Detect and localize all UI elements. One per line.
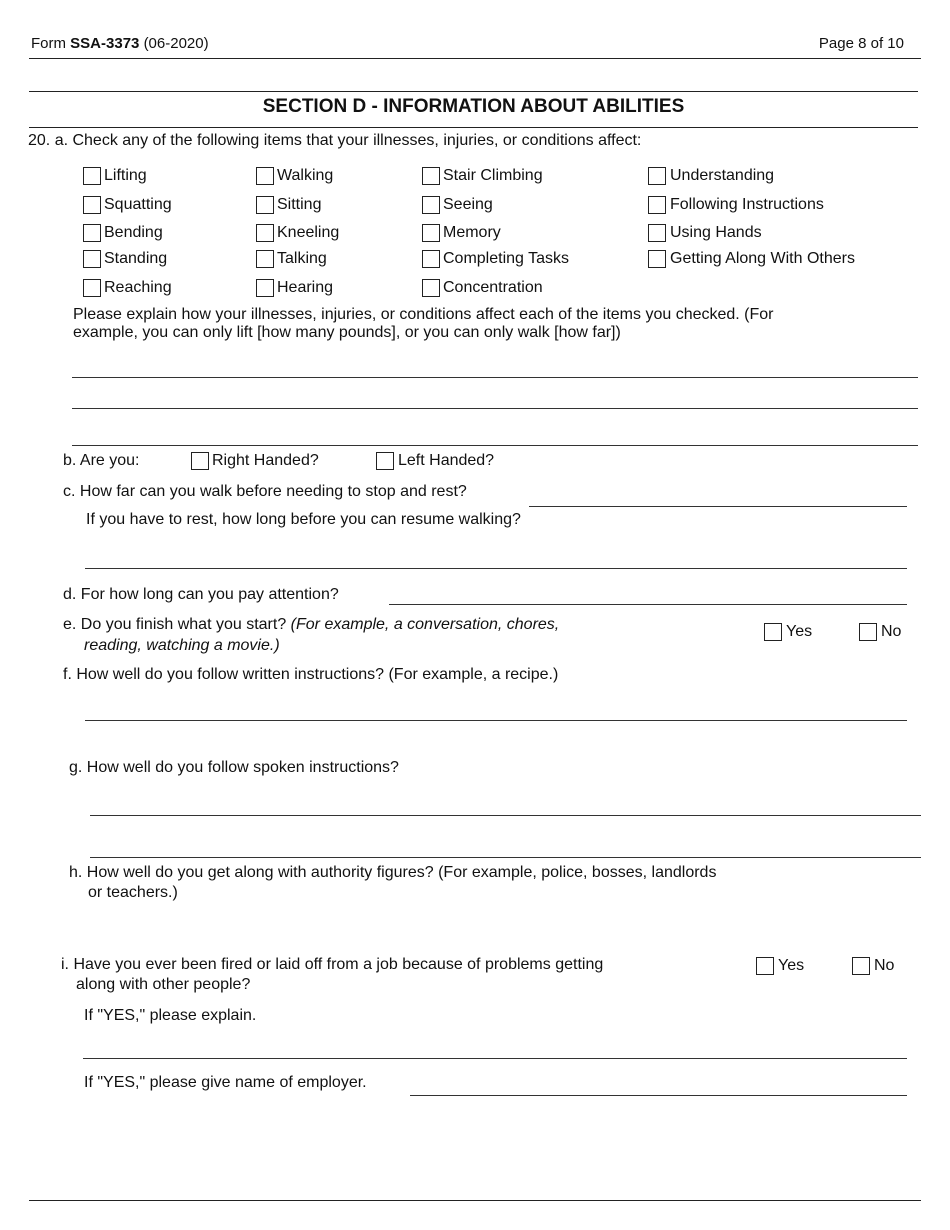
checkbox-finish-yes[interactable] <box>764 623 782 641</box>
question-d: d. For how long can you pay attention? <box>63 586 339 603</box>
label-right-handed: Right Handed? <box>212 452 319 469</box>
employer-name-label: If "YES," please give name of employer. <box>84 1074 367 1091</box>
checkbox-fired-no[interactable] <box>852 957 870 975</box>
checkbox-sitting[interactable] <box>256 196 274 214</box>
section-top-rule <box>29 91 918 92</box>
form-date: (06-2020) <box>143 35 209 52</box>
section-title: SECTION D - INFORMATION ABOUT ABILITIES <box>262 96 685 117</box>
label-kneeling: Kneeling <box>277 224 340 241</box>
checkbox-completing-tasks[interactable] <box>422 250 440 268</box>
footer-rule <box>29 1200 921 1201</box>
label-reaching: Reaching <box>104 279 172 296</box>
explain-instructions-line1: Please explain how your illnesses, injuries, or conditions affect each of the items you checked. (For <box>73 306 774 323</box>
checkbox-understanding[interactable] <box>648 167 666 185</box>
form-id: Form SSA-3373 (06-2020) <box>31 35 209 52</box>
label-talking: Talking <box>277 250 327 267</box>
label-fired-no: No <box>874 957 895 974</box>
label-following-instructions: Following Instructions <box>670 196 824 213</box>
question-c-sub: If you have to rest, how long before you can resume walking? <box>86 511 521 528</box>
label-using-hands: Using Hands <box>670 224 762 241</box>
checkbox-finish-no[interactable] <box>859 623 877 641</box>
header-rule <box>29 58 921 59</box>
question-g: g. How well do you follow spoken instructions? <box>69 759 399 776</box>
checkbox-using-hands[interactable] <box>648 224 666 242</box>
question-h-line1: h. How well do you get along with authority figures? (For example, police, bosses, landlords <box>69 864 717 881</box>
question-e-line2: reading, watching a movie.) <box>84 637 280 654</box>
label-understanding: Understanding <box>670 167 775 184</box>
question-c: c. How far can you walk before needing to stop and rest? <box>63 483 467 500</box>
rest-duration-input[interactable] <box>85 568 907 569</box>
question-e-line1: e. Do you finish what you start? (For example, a conversation, chores, <box>63 616 560 633</box>
label-walking: Walking <box>277 167 334 184</box>
checkbox-walking[interactable] <box>256 167 274 185</box>
question-b: b. Are you: <box>63 452 140 469</box>
page-number: Page 8 of 10 <box>818 35 904 52</box>
label-seeing: Seeing <box>443 196 493 213</box>
checkbox-concentration[interactable] <box>422 279 440 297</box>
label-sitting: Sitting <box>277 196 322 213</box>
checkbox-right-handed[interactable] <box>191 452 209 470</box>
question-20a: 20. a. Check any of the following items that your illnesses, injuries, or conditions affect: <box>28 132 642 149</box>
walk-distance-input[interactable] <box>529 506 907 507</box>
checkbox-following-instructions[interactable] <box>648 196 666 214</box>
label-bending: Bending <box>104 224 163 241</box>
checkbox-standing[interactable] <box>83 250 101 268</box>
spoken-instructions-answer-2[interactable] <box>90 857 921 858</box>
checkbox-bending[interactable] <box>83 224 101 242</box>
checkbox-fired-yes[interactable] <box>756 957 774 975</box>
checkbox-lifting[interactable] <box>83 167 101 185</box>
label-lifting: Lifting <box>104 167 147 184</box>
label-squatting: Squatting <box>104 196 172 213</box>
explain-answer-line-1[interactable] <box>72 377 918 378</box>
question-e-example: (For example, a conversation, chores, <box>290 616 560 633</box>
question-i-line2: along with other people? <box>76 976 251 993</box>
checkbox-hearing[interactable] <box>256 279 274 297</box>
label-standing: Standing <box>104 250 168 267</box>
fired-explain-label: If "YES," please explain. <box>84 1007 257 1024</box>
label-finish-yes: Yes <box>786 623 813 640</box>
section-bottom-rule <box>29 127 918 128</box>
label-hearing: Hearing <box>277 279 334 296</box>
label-concentration: Concentration <box>443 279 543 296</box>
label-fired-yes: Yes <box>778 957 805 974</box>
fired-explain-answer[interactable] <box>83 1058 907 1059</box>
checkbox-memory[interactable] <box>422 224 440 242</box>
written-instructions-answer[interactable] <box>85 720 907 721</box>
checkbox-talking[interactable] <box>256 250 274 268</box>
explain-instructions-line2: example, you can only lift [how many pounds], or you can only walk [how far]) <box>73 324 621 341</box>
checkbox-seeing[interactable] <box>422 196 440 214</box>
label-completing-tasks: Completing Tasks <box>443 250 569 267</box>
checkbox-stair-climbing[interactable] <box>422 167 440 185</box>
checkbox-left-handed[interactable] <box>376 452 394 470</box>
explain-answer-line-3[interactable] <box>72 445 918 446</box>
question-i-line1: i. Have you ever been fired or laid off from a job because of problems getting <box>61 956 604 973</box>
checkbox-squatting[interactable] <box>83 196 101 214</box>
label-stair-climbing: Stair Climbing <box>443 167 543 184</box>
checkbox-reaching[interactable] <box>83 279 101 297</box>
explain-answer-line-2[interactable] <box>72 408 918 409</box>
spoken-instructions-answer[interactable] <box>90 815 921 816</box>
label-memory: Memory <box>443 224 501 241</box>
label-finish-no: No <box>881 623 902 640</box>
employer-name-input[interactable] <box>410 1095 907 1096</box>
question-h-line2: or teachers.) <box>88 884 178 901</box>
attention-duration-input[interactable] <box>389 604 907 605</box>
label-left-handed: Left Handed? <box>398 452 495 469</box>
form-number: SSA-3373 <box>70 35 140 52</box>
checkbox-getting-along-with-others[interactable] <box>648 250 666 268</box>
question-f: f. How well do you follow written instructions? (For example, a recipe.) <box>63 666 559 683</box>
checkbox-kneeling[interactable] <box>256 224 274 242</box>
label-getting-along-with-others: Getting Along With Others <box>670 250 855 267</box>
